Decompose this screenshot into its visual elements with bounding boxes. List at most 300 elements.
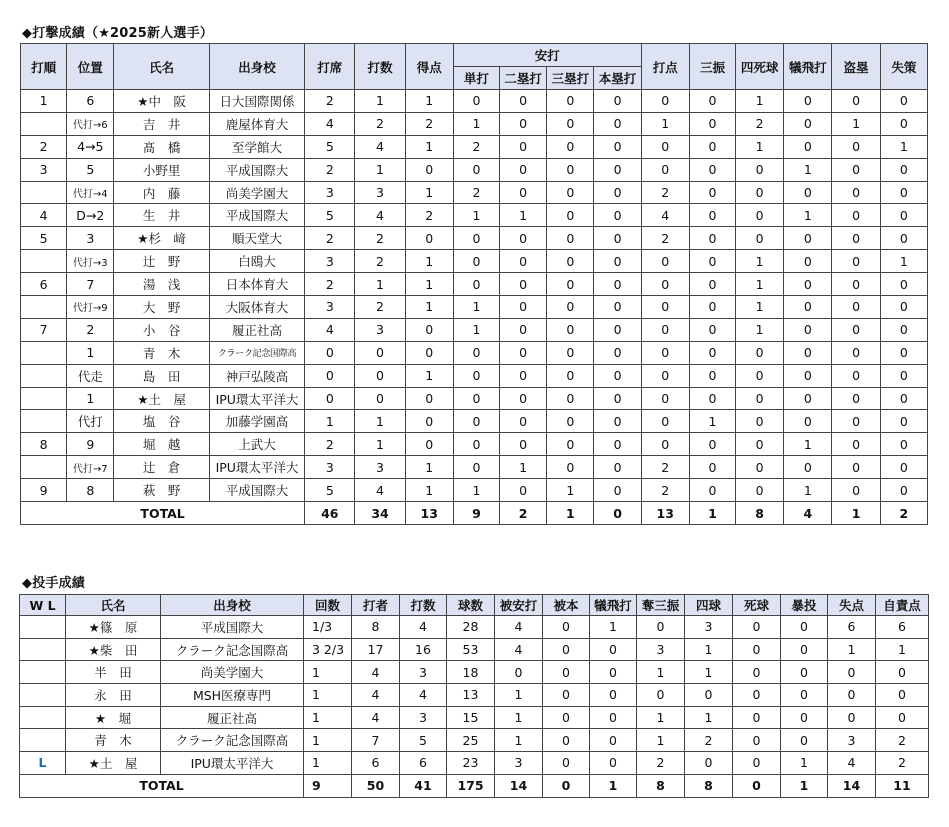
stat-cell: 0 <box>828 706 876 729</box>
stat-cell <box>21 181 67 204</box>
stat-cell: 0 <box>832 410 880 433</box>
stat-cell: 0 <box>594 387 641 410</box>
school-cell: 加藤学園高 <box>209 410 304 433</box>
stat-cell: 1 <box>405 90 453 113</box>
stat-cell: 0 <box>689 135 735 158</box>
stat-cell: 1 <box>355 433 405 456</box>
pitching-stats-table <box>19 594 929 798</box>
stat-cell: 0 <box>781 706 828 729</box>
stat-cell: 0 <box>547 227 594 250</box>
stat-cell: 4 <box>495 638 543 661</box>
player-name-cell: 髙 橋 <box>114 135 209 158</box>
stat-cell: 6 <box>67 90 114 113</box>
stat-cell: 0 <box>355 364 405 387</box>
stat-cell: 0 <box>784 341 832 364</box>
total-cell: 8 <box>736 502 784 525</box>
total-cell: 175 <box>447 774 495 797</box>
stat-cell: 代打 <box>67 410 114 433</box>
header-name: 氏名 <box>66 595 161 616</box>
stat-cell: 0 <box>594 135 641 158</box>
header-sacrifices: 犠飛打 <box>590 595 637 616</box>
stat-cell: 代打→6 <box>67 112 114 135</box>
stat-cell: 5 <box>305 479 355 502</box>
stat-cell: 0 <box>689 341 735 364</box>
total-cell: 8 <box>637 774 685 797</box>
stat-cell: 0 <box>832 158 880 181</box>
stat-cell: 2 <box>305 158 355 181</box>
school-cell: 日大国際関係 <box>209 90 304 113</box>
stat-cell: 0 <box>880 387 927 410</box>
stat-cell: 5 <box>21 227 67 250</box>
stat-cell: 0 <box>543 752 590 775</box>
header-triple: 三塁打 <box>547 67 594 90</box>
school-cell: 鹿屋体育大 <box>209 112 304 135</box>
pitcher-name-cell: ★ 堀 <box>66 706 161 729</box>
stat-cell: 0 <box>453 273 499 296</box>
stat-cell: 0 <box>832 433 880 456</box>
stat-cell: 4 <box>641 204 689 227</box>
pitcher-name-cell: 半 田 <box>66 661 161 684</box>
stat-cell: 3 <box>355 318 405 341</box>
stat-cell: 0 <box>500 479 547 502</box>
stat-cell: 0 <box>736 364 784 387</box>
stat-cell: 3 2/3 <box>304 638 352 661</box>
stat-cell: 2 <box>876 752 929 775</box>
stat-cell: 1 <box>736 90 784 113</box>
stat-cell: 1 <box>689 410 735 433</box>
win-loss-cell <box>20 729 66 752</box>
stat-cell: 1 <box>304 684 352 707</box>
pitcher-name-cell: ★土 屋 <box>66 752 161 775</box>
batting-row <box>21 456 928 479</box>
stat-cell: 0 <box>781 684 828 707</box>
stat-cell: 0 <box>500 181 547 204</box>
stat-cell: 1 <box>355 158 405 181</box>
stat-cell: 2 <box>641 227 689 250</box>
batting-row <box>21 250 928 273</box>
pitcher-name-cell: ★篠 原 <box>66 616 161 639</box>
stat-cell: 2 <box>405 112 453 135</box>
stat-cell: 3 <box>21 158 67 181</box>
stat-cell: 0 <box>543 661 590 684</box>
pitching-row <box>20 661 929 684</box>
stat-cell: 0 <box>736 410 784 433</box>
stat-cell: 0 <box>736 456 784 479</box>
stat-cell <box>21 250 67 273</box>
stat-cell: 0 <box>685 684 733 707</box>
school-cell: 上武大 <box>209 433 304 456</box>
school-cell: 平成国際大 <box>209 158 304 181</box>
win-loss-cell <box>20 706 66 729</box>
player-name-cell: ★土 屋 <box>114 387 209 410</box>
stat-cell <box>21 341 67 364</box>
stat-cell: 1 <box>736 318 784 341</box>
stat-cell: 0 <box>641 90 689 113</box>
total-cell: 0 <box>543 774 590 797</box>
stat-cell: 4 <box>495 616 543 639</box>
header-batters-faced: 打者 <box>352 595 400 616</box>
stat-cell: 6 <box>400 752 447 775</box>
school-cell: 平成国際大 <box>161 616 304 639</box>
stat-cell <box>21 112 67 135</box>
total-cell: 0 <box>594 502 641 525</box>
stat-cell: 0 <box>500 135 547 158</box>
stat-cell: 0 <box>594 112 641 135</box>
batting-row <box>21 410 928 433</box>
pitching-row <box>20 706 929 729</box>
stat-cell: 16 <box>400 638 447 661</box>
stat-cell: 0 <box>733 661 781 684</box>
stat-cell: 0 <box>594 410 641 433</box>
stat-cell: 代打→4 <box>67 181 114 204</box>
school-cell: 日本体育大 <box>209 273 304 296</box>
stat-cell: 1 <box>405 456 453 479</box>
stat-cell: 2 <box>876 729 929 752</box>
stat-cell: 2 <box>305 273 355 296</box>
stat-cell: 1 <box>67 387 114 410</box>
stat-cell: 5 <box>305 204 355 227</box>
stat-cell: 1 <box>832 112 880 135</box>
stat-cell: 0 <box>689 479 735 502</box>
school-cell: クラーク記念国際高 <box>209 341 304 364</box>
stat-cell: 0 <box>453 364 499 387</box>
header-earned-runs: 自責点 <box>876 595 929 616</box>
stat-cell: 0 <box>405 227 453 250</box>
school-cell: 履正社高 <box>209 318 304 341</box>
stat-cell: 0 <box>547 341 594 364</box>
stat-cell: 1 <box>590 616 637 639</box>
stat-cell: 2 <box>305 90 355 113</box>
stat-cell: 0 <box>880 181 927 204</box>
stat-cell: 0 <box>689 433 735 456</box>
player-name-cell: 小 谷 <box>114 318 209 341</box>
stat-cell: 0 <box>500 90 547 113</box>
stat-cell: 0 <box>547 410 594 433</box>
stat-cell: 1 <box>784 479 832 502</box>
stat-cell: 0 <box>594 181 641 204</box>
batting-row <box>21 433 928 456</box>
stat-cell: 1 <box>500 204 547 227</box>
school-cell: 履正社高 <box>161 706 304 729</box>
stat-cell: 1 <box>736 250 784 273</box>
stat-cell: 1 <box>828 638 876 661</box>
stat-cell: 0 <box>405 433 453 456</box>
total-cell: 1 <box>832 502 880 525</box>
stat-cell: 1 <box>736 273 784 296</box>
stat-cell: 0 <box>305 387 355 410</box>
batting-row <box>21 158 928 181</box>
stat-cell: 0 <box>736 341 784 364</box>
stat-cell: 0 <box>453 227 499 250</box>
stat-cell: 4 <box>400 684 447 707</box>
stat-cell: 4 <box>400 616 447 639</box>
stat-cell: 1 <box>495 729 543 752</box>
stat-cell <box>21 387 67 410</box>
stat-cell: 0 <box>685 752 733 775</box>
school-cell: 大阪体育大 <box>209 296 304 319</box>
header-runs: 得点 <box>405 44 453 90</box>
stat-cell: 3 <box>355 181 405 204</box>
stat-cell: 1 <box>781 752 828 775</box>
batting-row <box>21 364 928 387</box>
stat-cell: 1 <box>405 296 453 319</box>
stat-cell: 0 <box>641 387 689 410</box>
stat-cell: 0 <box>594 90 641 113</box>
batting-row <box>21 479 928 502</box>
total-cell: 13 <box>641 502 689 525</box>
stat-cell: 4 <box>305 112 355 135</box>
stat-cell: 0 <box>594 250 641 273</box>
stat-cell: 0 <box>543 729 590 752</box>
stat-cell: 3 <box>305 250 355 273</box>
pitcher-name-cell: 青 木 <box>66 729 161 752</box>
stat-cell: 0 <box>832 250 880 273</box>
header-runs-allowed: 失点 <box>828 595 876 616</box>
school-cell: 平成国際大 <box>209 479 304 502</box>
stat-cell: 0 <box>784 364 832 387</box>
stat-cell: 0 <box>736 387 784 410</box>
stat-cell: 0 <box>781 729 828 752</box>
stat-cell: 0 <box>876 684 929 707</box>
stat-cell: 0 <box>880 112 927 135</box>
stat-cell: 0 <box>880 158 927 181</box>
header-strikeouts: 奪三振 <box>637 595 685 616</box>
stat-cell: 4 <box>355 204 405 227</box>
player-name-cell: 吉 井 <box>114 112 209 135</box>
stat-cell: 0 <box>500 341 547 364</box>
stat-cell: 1 <box>304 706 352 729</box>
stat-cell: 0 <box>405 158 453 181</box>
stat-cell: 0 <box>547 318 594 341</box>
total-cell: 9 <box>453 502 499 525</box>
stat-cell: 53 <box>447 638 495 661</box>
stat-cell: 5 <box>67 158 114 181</box>
header-double: 二塁打 <box>500 67 547 90</box>
stat-cell: 0 <box>784 410 832 433</box>
stat-cell: 3 <box>400 706 447 729</box>
stat-cell: 0 <box>495 661 543 684</box>
stat-cell: 0 <box>641 296 689 319</box>
stat-cell: 1 <box>736 296 784 319</box>
stat-cell: 0 <box>828 661 876 684</box>
batting-row <box>21 341 928 364</box>
stat-cell: 0 <box>547 456 594 479</box>
player-name-cell: ★中 阪 <box>114 90 209 113</box>
header-plate-appearances: 打席 <box>305 44 355 90</box>
stat-cell: 0 <box>736 181 784 204</box>
stat-cell: 0 <box>736 204 784 227</box>
total-cell: 9 <box>304 774 352 797</box>
stat-cell: 2 <box>685 729 733 752</box>
header-wild-pitches: 暴投 <box>781 595 828 616</box>
stat-cell: 0 <box>543 684 590 707</box>
batting-row <box>21 181 928 204</box>
stat-cell: 1 <box>355 90 405 113</box>
stat-cell: 0 <box>547 364 594 387</box>
stat-cell: 0 <box>689 112 735 135</box>
stat-cell: 18 <box>447 661 495 684</box>
stat-cell: 0 <box>641 250 689 273</box>
stat-cell: 1 <box>453 204 499 227</box>
stat-cell: 0 <box>594 273 641 296</box>
stat-cell: 15 <box>447 706 495 729</box>
stat-cell: 2 <box>637 752 685 775</box>
header-strikeouts: 三振 <box>689 44 735 90</box>
stat-cell: 1 <box>67 341 114 364</box>
stat-cell: 1 <box>305 410 355 433</box>
win-loss-cell <box>20 638 66 661</box>
header-sacrifices: 犠飛打 <box>784 44 832 90</box>
stat-cell: 0 <box>880 456 927 479</box>
total-cell: 50 <box>352 774 400 797</box>
stat-cell: 0 <box>689 318 735 341</box>
header-hit-by-pitch: 死球 <box>733 595 781 616</box>
player-name-cell: 生 井 <box>114 204 209 227</box>
stat-cell: 2 <box>355 296 405 319</box>
stat-cell: 0 <box>689 181 735 204</box>
stat-cell: 1 <box>21 90 67 113</box>
school-cell: クラーク記念国際高 <box>161 729 304 752</box>
stat-cell: 3 <box>400 661 447 684</box>
stat-cell: 4 <box>305 318 355 341</box>
stat-cell: 1 <box>453 296 499 319</box>
header-win-loss: W L <box>20 595 66 616</box>
school-cell: 至学館大 <box>209 135 304 158</box>
school-cell: 平成国際大 <box>209 204 304 227</box>
total-cell: 11 <box>876 774 929 797</box>
header-pitches: 球数 <box>447 595 495 616</box>
stat-cell: 0 <box>453 158 499 181</box>
player-name-cell: 大 野 <box>114 296 209 319</box>
stat-cell: 25 <box>447 729 495 752</box>
header-stolen-bases: 盗塁 <box>832 44 880 90</box>
stat-cell: 1 <box>685 638 733 661</box>
stat-cell: 0 <box>736 433 784 456</box>
stat-cell: 0 <box>880 227 927 250</box>
stat-cell: 0 <box>689 456 735 479</box>
total-cell: 14 <box>828 774 876 797</box>
stat-cell: 1 <box>453 112 499 135</box>
stat-cell: 2 <box>21 135 67 158</box>
stat-cell: 3 <box>305 296 355 319</box>
stat-cell: 0 <box>594 456 641 479</box>
stat-cell: 4 <box>828 752 876 775</box>
school-cell: 神戸弘陵高 <box>209 364 304 387</box>
school-cell: IPU環太平洋大 <box>161 752 304 775</box>
stat-cell: 0 <box>547 90 594 113</box>
header-school: 出身校 <box>209 44 304 90</box>
stat-cell: 0 <box>547 387 594 410</box>
stat-cell: 0 <box>594 341 641 364</box>
stat-cell: 0 <box>784 181 832 204</box>
player-name-cell: 湯 浅 <box>114 273 209 296</box>
stat-cell: 0 <box>641 433 689 456</box>
batting-section-title: ◆打撃成績（★2025新人選手） <box>22 26 214 41</box>
stat-cell: 0 <box>641 410 689 433</box>
school-cell: 尚美学園大 <box>161 661 304 684</box>
stat-cell: 0 <box>590 752 637 775</box>
batting-row <box>21 273 928 296</box>
stat-cell: 6 <box>876 616 929 639</box>
stat-cell: 0 <box>547 296 594 319</box>
stat-cell: 代打→9 <box>67 296 114 319</box>
stat-cell: 0 <box>405 341 453 364</box>
stat-cell: 4 <box>355 479 405 502</box>
stat-cell: 0 <box>784 227 832 250</box>
stat-cell: 0 <box>500 250 547 273</box>
stat-cell: 0 <box>500 410 547 433</box>
header-single: 単打 <box>453 67 499 90</box>
header-walks: 四死球 <box>736 44 784 90</box>
stat-cell: 0 <box>689 273 735 296</box>
header-name: 氏名 <box>114 44 209 90</box>
header-order: 打順 <box>21 44 67 90</box>
stat-cell: 0 <box>880 341 927 364</box>
stat-cell: 0 <box>594 364 641 387</box>
stat-cell: 0 <box>733 729 781 752</box>
stat-cell <box>21 296 67 319</box>
stat-cell: 0 <box>784 90 832 113</box>
stat-cell: 0 <box>453 90 499 113</box>
player-name-cell: ★杉 﨑 <box>114 227 209 250</box>
stat-cell: 1 <box>880 135 927 158</box>
stat-cell: 0 <box>880 364 927 387</box>
stat-cell: 1 <box>637 661 685 684</box>
stat-cell <box>21 364 67 387</box>
stat-cell: 0 <box>590 661 637 684</box>
stat-cell: 0 <box>453 410 499 433</box>
stat-cell: 0 <box>880 479 927 502</box>
stat-cell: 0 <box>832 456 880 479</box>
total-cell: 1 <box>781 774 828 797</box>
stat-cell: 4 <box>352 661 400 684</box>
stat-cell: 1 <box>304 752 352 775</box>
pitching-total-label: TOTAL <box>20 774 304 797</box>
stat-cell <box>21 456 67 479</box>
stat-cell: 0 <box>453 433 499 456</box>
stat-cell: 0 <box>543 616 590 639</box>
stat-cell: 0 <box>832 364 880 387</box>
stat-cell: 0 <box>733 752 781 775</box>
stat-cell: 代打→7 <box>67 456 114 479</box>
stat-cell: 6 <box>828 616 876 639</box>
stat-cell: 1 <box>453 318 499 341</box>
header-walks: 四球 <box>685 595 733 616</box>
stat-cell: 0 <box>500 296 547 319</box>
stat-cell: 0 <box>828 684 876 707</box>
stat-cell: 0 <box>880 90 927 113</box>
stat-cell: 3 <box>305 181 355 204</box>
stat-cell: 0 <box>876 661 929 684</box>
pitching-section-title: ◆投手成績 <box>22 576 85 591</box>
stat-cell: 0 <box>641 341 689 364</box>
player-name-cell: 辻 野 <box>114 250 209 273</box>
stat-cell: 0 <box>641 273 689 296</box>
total-cell: 13 <box>405 502 453 525</box>
stat-cell: 代走 <box>67 364 114 387</box>
stat-cell: 0 <box>781 661 828 684</box>
pitching-row <box>20 616 929 639</box>
stat-cell: 0 <box>832 318 880 341</box>
stat-cell: 0 <box>832 181 880 204</box>
stat-cell: 0 <box>594 479 641 502</box>
stat-cell: 0 <box>784 135 832 158</box>
stat-cell: 0 <box>832 90 880 113</box>
stat-cell: D→2 <box>67 204 114 227</box>
stat-cell: 0 <box>832 135 880 158</box>
header-at-bats: 打数 <box>400 595 447 616</box>
player-name-cell: 堀 越 <box>114 433 209 456</box>
